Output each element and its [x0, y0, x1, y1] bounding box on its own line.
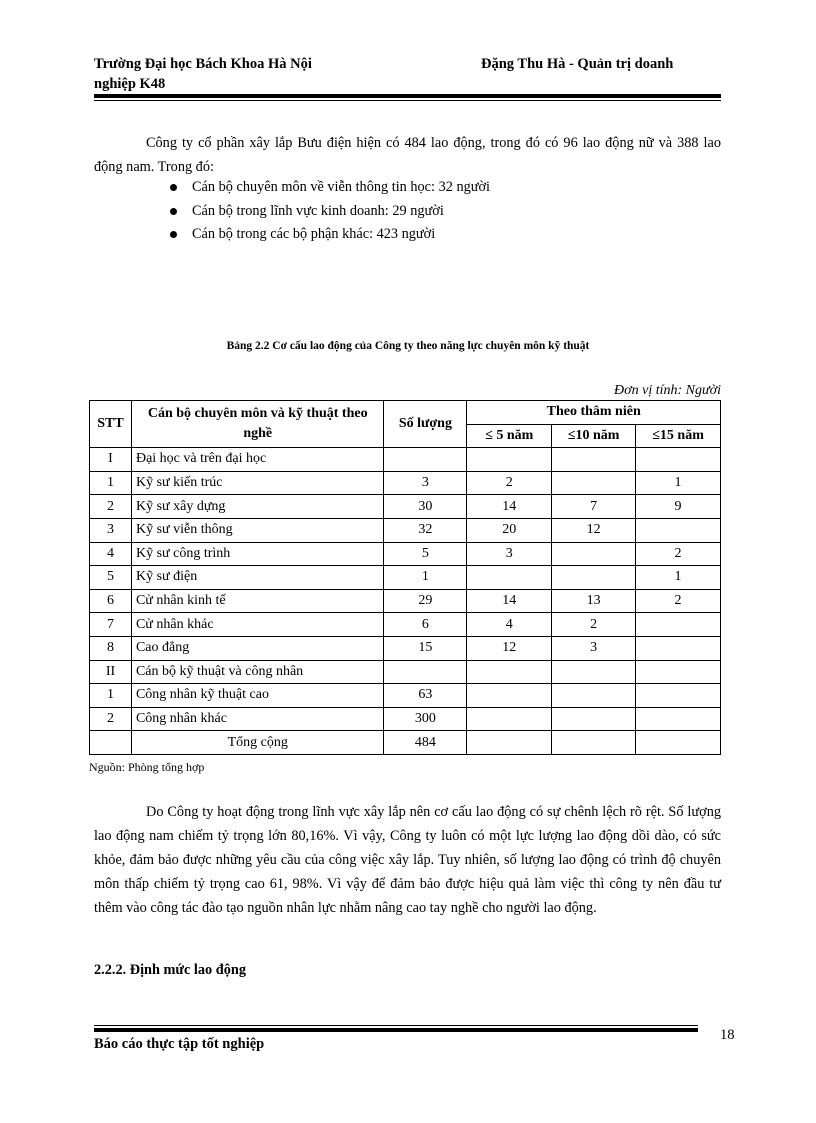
- cell-y5: 4: [467, 613, 552, 637]
- cell-role: Kỹ sư công trình: [131, 542, 383, 566]
- bullet-icon: [170, 231, 177, 238]
- cell-role: Cán bộ kỹ thuật và công nhân: [131, 660, 383, 684]
- table-row: [90, 518, 721, 542]
- cell-role: Kỹ sư xây dựng: [131, 495, 383, 519]
- table-row: [90, 542, 721, 566]
- cell-y5: 2: [467, 471, 552, 495]
- cell-stt: I: [90, 448, 132, 472]
- cell-role: Cử nhân kinh tế: [131, 589, 383, 613]
- table-row: [90, 684, 721, 708]
- header-class: nghiệp K48: [94, 76, 166, 92]
- cell-count: 30: [384, 495, 467, 519]
- cell-y10: 7: [552, 495, 636, 519]
- table-caption: Bảng 2.2 Cơ cấu lao động của Công ty theo năng lực chuyên môn kỹ thuật: [226, 340, 590, 352]
- cell-y15: [636, 660, 721, 684]
- cell-count: [384, 660, 467, 684]
- cell-stt: 8: [90, 636, 132, 660]
- cell-count: 5: [384, 542, 467, 566]
- cell-y15: 2: [636, 542, 721, 566]
- total-row: [90, 731, 721, 755]
- cell-stt: 2: [90, 707, 132, 731]
- intro-paragraph: Công ty cổ phần xây lắp Bưu điện hiện có 484 lao động, trong đó có 96 lao động nữ và 388 lao động nam. Trong đó:: [94, 135, 721, 175]
- header-count: Số lượng: [384, 401, 467, 448]
- total-label: Tổng cộng: [131, 731, 383, 755]
- table-group-row: [90, 448, 721, 472]
- cell-y5: 20: [467, 518, 552, 542]
- cell-y10: [552, 542, 636, 566]
- table-row: [90, 471, 721, 495]
- cell-y15: [636, 448, 721, 472]
- section-heading: 2.2.2. Định mức lao động: [94, 962, 246, 978]
- cell-y15: 1: [636, 566, 721, 590]
- bullet-item: Cán bộ trong các bộ phận khác: 423 người: [170, 223, 490, 247]
- table-row: [90, 495, 721, 519]
- cell-stt: 7: [90, 613, 132, 637]
- bullet-icon: [170, 184, 177, 191]
- header-stt: STT: [90, 401, 132, 448]
- cell-stt: II: [90, 660, 132, 684]
- cell-stt: 4: [90, 542, 132, 566]
- cell-y10: [552, 471, 636, 495]
- header-10-years: ≤10 năm: [552, 424, 636, 448]
- cell-y5: [467, 660, 552, 684]
- cell-count: 15: [384, 636, 467, 660]
- cell-y10: [552, 448, 636, 472]
- cell-y15: 1: [636, 471, 721, 495]
- header-seniority: Theo thâm niên: [467, 401, 721, 425]
- table-row: [90, 589, 721, 613]
- cell-role: Đại học và trên đại học: [131, 448, 383, 472]
- cell-role: Cử nhân khác: [131, 613, 383, 637]
- intro-bullet-list: [170, 176, 490, 247]
- cell-count: 32: [384, 518, 467, 542]
- cell-y15: [636, 684, 721, 708]
- cell-y15: 9: [636, 495, 721, 519]
- cell-y10: 2: [552, 613, 636, 637]
- cell-y10: 12: [552, 518, 636, 542]
- cell-y10: [552, 566, 636, 590]
- header-15-years: ≤15 năm: [636, 424, 721, 448]
- header-school: Trường Đại học Bách Khoa Hà Nội: [94, 56, 312, 72]
- bullet-icon: [170, 208, 177, 215]
- table-row: [90, 566, 721, 590]
- header-role: Cán bộ chuyên môn và kỹ thuật theo nghề: [131, 401, 383, 448]
- table-row: [90, 636, 721, 660]
- cell-y5: [467, 566, 552, 590]
- cell-count: [384, 448, 467, 472]
- bullet-item: Cán bộ trong lĩnh vực kinh doanh: 29 người: [170, 200, 490, 224]
- cell-y15: [636, 518, 721, 542]
- cell-count: 29: [384, 589, 467, 613]
- cell-count: 300: [384, 707, 467, 731]
- cell-role: Kỹ sư viễn thông: [131, 518, 383, 542]
- bullet-item: Cán bộ chuyên môn về viễn thông tin học: 32 người: [170, 176, 490, 200]
- header-rule: [94, 94, 721, 101]
- table-row: [90, 707, 721, 731]
- cell-y5: 14: [467, 589, 552, 613]
- cell-stt: 3: [90, 518, 132, 542]
- cell-y5: 3: [467, 542, 552, 566]
- cell-y5: [467, 707, 552, 731]
- cell-y15: [636, 613, 721, 637]
- page-number: 18: [720, 1027, 735, 1043]
- cell-role: Công nhân kỹ thuật cao: [131, 684, 383, 708]
- cell-role: Cao đẳng: [131, 636, 383, 660]
- header-5-years: ≤ 5 năm: [467, 424, 552, 448]
- cell-count: 1: [384, 566, 467, 590]
- cell-y10: 3: [552, 636, 636, 660]
- footer-title: Báo cáo thực tập tốt nghiệp: [94, 1036, 265, 1052]
- analysis-paragraph: Do Công ty hoạt động trong lĩnh vực xây lắp nên cơ cấu lao động có sự chênh lệch rõ rệt. Số lượng lao động nam chiếm tỷ trọng lớn 80,16%. Vì vậy, Công ty luôn có một lực lượng lao động dồi dào, có sức khỏe, đảm bảo được những yêu cầu của công việc xây lắp. Tuy nhiên, số lượng lao động có trình độ chuyên môn thấp chiếm tỷ trọng cao 61, 98%. Vì vậy để đảm bảo được hiệu quả làm việc thì công ty nên đầu tư thêm vào công tác đào tạo nguồn nhân lực nhằm nâng cao tay nghề cho người lao động.: [94, 804, 721, 916]
- cell-y10: [552, 707, 636, 731]
- cell-y10: 13: [552, 589, 636, 613]
- cell-y5: 12: [467, 636, 552, 660]
- header-author: Đặng Thu Hà - Quản trị doanh: [481, 56, 674, 72]
- footer-rule: [94, 1025, 698, 1032]
- total-count: 484: [384, 731, 467, 755]
- table-row: [90, 613, 721, 637]
- cell-y5: [467, 684, 552, 708]
- cell-count: 63: [384, 684, 467, 708]
- labor-structure-table: [89, 400, 721, 755]
- cell-y15: [636, 636, 721, 660]
- table-source: Nguồn: Phòng tổng hợp: [89, 760, 205, 774]
- cell-role: Công nhân khác: [131, 707, 383, 731]
- cell-y15: 2: [636, 589, 721, 613]
- cell-stt: 1: [90, 684, 132, 708]
- table-group-row: [90, 660, 721, 684]
- cell-y10: [552, 660, 636, 684]
- cell-stt: 1: [90, 471, 132, 495]
- cell-stt: 5: [90, 566, 132, 590]
- cell-y5: 14: [467, 495, 552, 519]
- cell-y5: [467, 448, 552, 472]
- table-unit: Đơn vị tính: Người: [614, 383, 721, 398]
- cell-count: 6: [384, 613, 467, 637]
- cell-stt: 2: [90, 495, 132, 519]
- cell-y15: [636, 707, 721, 731]
- cell-role: Kỹ sư kiến trúc: [131, 471, 383, 495]
- cell-role: Kỹ sư điện: [131, 566, 383, 590]
- cell-count: 3: [384, 471, 467, 495]
- cell-stt: 6: [90, 589, 132, 613]
- cell-y10: [552, 684, 636, 708]
